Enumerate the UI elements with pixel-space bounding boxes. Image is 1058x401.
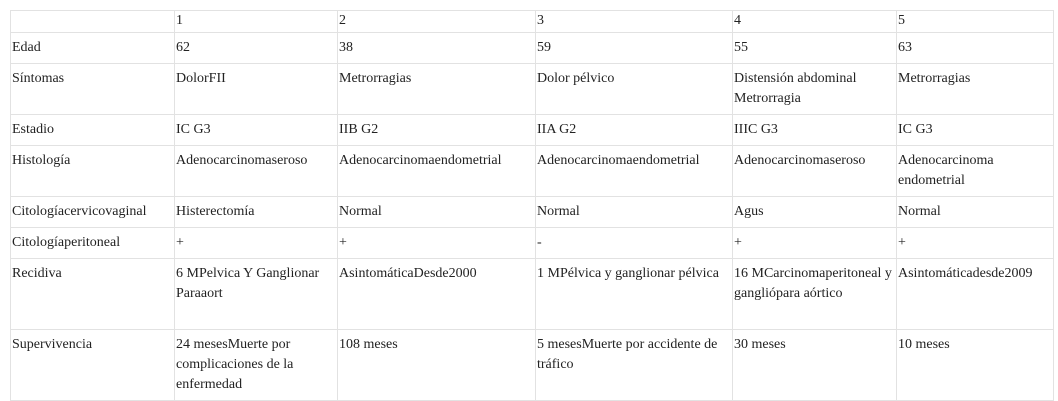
table-row	[11, 33, 1054, 64]
row-label: Histología	[11, 146, 175, 197]
table-cell: 62	[175, 33, 338, 64]
row-label: Recidiva	[11, 259, 175, 330]
row-label: Citologíacervicovaginal	[11, 197, 175, 228]
table-cell: 6 MPelvica Y Ganglionar Paraaort	[175, 259, 338, 330]
table-cell: Adenocarcinoma endometrial	[897, 146, 1054, 197]
table-cell: IIA G2	[536, 115, 733, 146]
row-label: Supervivencia	[11, 330, 175, 401]
table-cell: Histerectomía	[175, 197, 338, 228]
table-cell: 63	[897, 33, 1054, 64]
table-cell: 55	[733, 33, 897, 64]
table-cell: Agus	[733, 197, 897, 228]
table-cell: Metrorragias	[338, 64, 536, 115]
table-cell: 24 mesesMuerte por complicaciones de la enfermedad	[175, 330, 338, 401]
table-row	[11, 228, 1054, 259]
table-cell: +	[338, 228, 536, 259]
table-cell: +	[733, 228, 897, 259]
table-cell: AsintomáticaDesde2000	[338, 259, 536, 330]
table-cell: IIIC G3	[733, 115, 897, 146]
row-label: Citologíaperitoneal	[11, 228, 175, 259]
table-row	[11, 146, 1054, 197]
table-header-row	[11, 11, 1054, 33]
table-cell: Normal	[536, 197, 733, 228]
table-cell: 5 mesesMuerte por accidente de tráfico	[536, 330, 733, 401]
table-row	[11, 115, 1054, 146]
header-cell: 1	[175, 11, 338, 33]
table-cell: 30 meses	[733, 330, 897, 401]
table-cell: IC G3	[897, 115, 1054, 146]
table-cell: Metrorragias	[897, 64, 1054, 115]
header-cell: 4	[733, 11, 897, 33]
row-label: Síntomas	[11, 64, 175, 115]
table-cell: DolorFII	[175, 64, 338, 115]
table-cell: IC G3	[175, 115, 338, 146]
table-cell: Normal	[897, 197, 1054, 228]
table-row	[11, 330, 1054, 401]
table-cell: +	[175, 228, 338, 259]
table-cell: 10 meses	[897, 330, 1054, 401]
table-cell: Adenocarcinomaendometrial	[338, 146, 536, 197]
table-cell: Adenocarcinomaendometrial	[536, 146, 733, 197]
table-cell: Asintomáticadesde2009	[897, 259, 1054, 330]
table-cell: 1 MPélvica y ganglionar pélvica	[536, 259, 733, 330]
patient-cases-table	[10, 10, 1054, 401]
table-cell: 59	[536, 33, 733, 64]
row-label: Edad	[11, 33, 175, 64]
table-cell: Adenocarcinomaseroso	[175, 146, 338, 197]
table-cell: +	[897, 228, 1054, 259]
table-cell: 108 meses	[338, 330, 536, 401]
row-label: Estadio	[11, 115, 175, 146]
header-cell: 3	[536, 11, 733, 33]
table-cell: -	[536, 228, 733, 259]
table-cell: Adenocarcinomaseroso	[733, 146, 897, 197]
table-cell: Dolor pélvico	[536, 64, 733, 115]
table-cell: 16 MCarcinomaperitoneal y gangliópara aórtico	[733, 259, 897, 330]
table-cell: Distensión abdominal Metrorragia	[733, 64, 897, 115]
table-cell: 38	[338, 33, 536, 64]
header-cell: 5	[897, 11, 1054, 33]
table-cell: IIB G2	[338, 115, 536, 146]
header-cell: 2	[338, 11, 536, 33]
table-row	[11, 259, 1054, 330]
table-row	[11, 64, 1054, 115]
table-cell: Normal	[338, 197, 536, 228]
header-cell	[11, 11, 175, 33]
table-row	[11, 197, 1054, 228]
